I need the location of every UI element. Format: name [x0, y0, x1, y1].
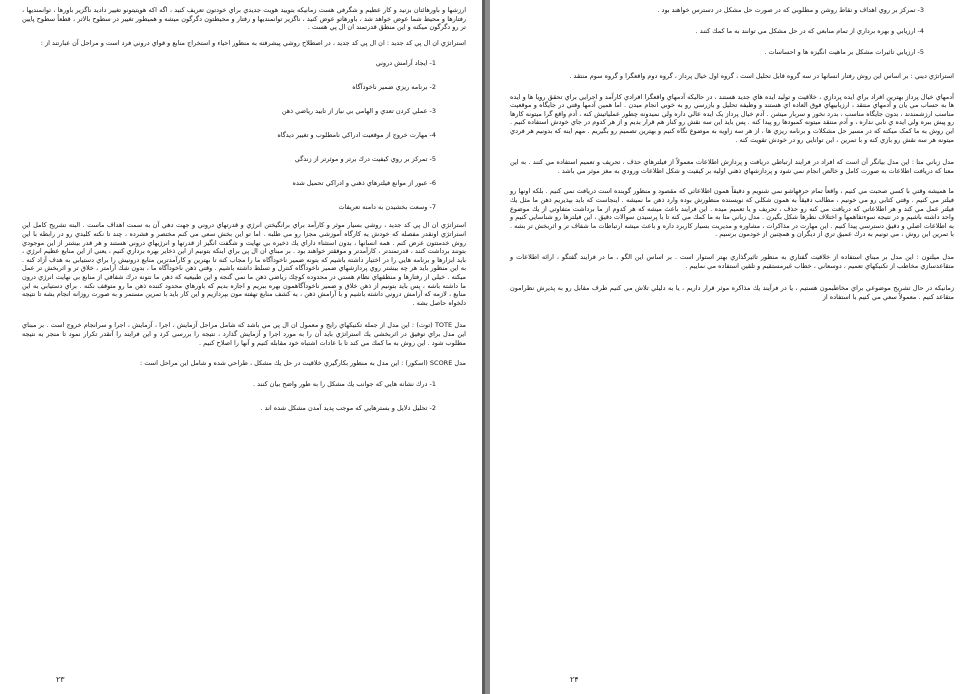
disney-body-paragraph: آدمهاي خيال پرداز بهترين افراد براي ايده پردازي ، خلاقيت و توليد ايده هاي جديد هستند ، در حاليكه آدمهاي واقعگرا افرادي كارآمد و اجرايي براي تحقق رويا ها و ايده ها به حساب مي يان و آدمهاي منتقد ، ارزيابيهاي فوق العاده اي هستند و وظيفه تحليل و بازرسي رو به خوبي انجام ميدن . اما همين آدمها وقتي در جايگاه و موقعيت مناسب ارزشمندند ، بدون جايگاه مناسب ، بدرد نخور و سربار ميشن . آدم خيال پرداز يک ايده عالي داره ولي نميدونه چطور عملياتيش کنه ، آدم واقع گرا ميتونه کارها رو پيش ببره ولي ايده ي نابي نداره ، و آدم منتقد ميتونه کمبودها رو پيدا کنه . پس بايد اين سه نقش رو کنار هم قرار بديم و از هر کدوم در جاي خودش استفاده کنيم . اين روش به ما کمک ميکنه که در مسير حل مشکلات و برنامه ريزي ها ، از هر سه زاويه به موضوع نگاه کنيم و بهترين تصميم رو بگيريم . مهم اينه که بدونيم هر فردي ميتونه هر سه نقش رو بازي کنه و با تمرين ، اين توانايي رو در خودش تقويت کنه . [510, 92, 954, 144]
list-item: 6- عبور از موانع فيلترهاي ذهني و ادراكي تحميل شده [292, 179, 436, 188]
score-list [22, 380, 466, 412]
list-item: 3- تمركز بر روي اهداف و نقاط روشن و مطلوبي كه در صورت حل مشكل در دسترس خواهند بود . [657, 6, 924, 14]
closing-paragraph: زمانيكه در حال تشريح موضوعي براي مخاطبمون هستيم ، يا در فرآيند يك مذاكره موثر قرار داريم ، يا به دليلي تلاش مي كنيم طرف مقابل رو به پذيرش نظرامون متقاعد كنيم . معمولاً سعي مي كنيم با استفاده از [510, 284, 954, 301]
list-item: 7- وسعت بخشيدن به دامنه تعريفات [338, 203, 436, 212]
gutter-shadow [482, 0, 485, 694]
disney-strategy-paragraph: استراتژي ديني : بر اساس اين روش رفتار انسانها در سه گروه قابل تحليل است ، گروه اول خيال پرداز ، گروه دوم واقعگرا و گروه سوم منتقد . [569, 72, 954, 80]
page-number-right: ۲۴ [570, 675, 579, 684]
tote-paragraph: مدل TOTE (توت) : اين مدل از جمله تكنيكهاي رايج و معمول ان ال پي مي باشد كه شامل مراحل آزمايش ، اجرا ، آزمايش ، اجرا و سرانجام خروج است . بر مبناي اين مدل براي توفيق در اثربخشي يك استراتژي بايد آن را به مورد اجرا و آزمايش گذارد ، نتيجه را بررسي كرد و اين فرايند را آنقدر تكرار نمود تا منجر به نتيجه مطلوب شود . اين روش به ما كمك مي كند تا با عادات اشتباه خود مقابله كنيم و آنها را اصلاح كنيم . [22, 321, 466, 347]
steps-list [22, 59, 466, 211]
list-item: 2- تحليل دلايل و بسترهايي كه موجب پديد آمدن مشكل شده اند . [260, 403, 436, 412]
page-gutter [482, 0, 490, 694]
page-number-left: ۲۳ [56, 675, 65, 684]
list-item: 2- برنامه ريزي ضمير ناخودآگاه [352, 83, 436, 92]
strategy-intro-paragraph: استراتژي ان ال پي كد جديد : ان ال پي كد جديد ، در اصطلاح روشي پيشرفته به منظور احياء و استخراج منابع و قواي دروني فرد است و مراحل آن عبارتند از : [40, 38, 466, 47]
strategy-body-paragraph: استراتژي ان ال پي كد جديد ، روشي بسيار موثر و كارآمد براي برانگيختن انرژي و قدرتهاي دروني و جهت دهي آن به سمت اهداف ماست . البته تشريح كامل اين استراتژي اونقدر مفصله كه خودش يه كارگاه آموزشي مجزا رو مي طلبه . اما تو اين بخش سعي مي كنم مختصر و فشرده ، چند تا نكته كليدي رو در رابطه با اين روش خدمتتون عرض كنم . همه انسانها ، بدون استثناء داراي يك ذخيره بي نهايت و شگفت انگيز از قدرتها و انرژيهاي دروني هستند و هر قدر بيشتر از اين موجودي بتونند برداشت كنند ، قدرتمندتر ، كارآمدتر و موفقتر خواهند بود . بر مبناي ان ال پي براي اينكه بتونيم از اين ذخاير بهره برداري كنيم ، يعني از اين منابع عظيم انرژي ، بايد ابزارها و برنامه هايي را در اختيار داشته باشيم كه بتونه ضمير ناخودآگاه ما را مجاب كنه تا بهترين و كارآمدترين منابع درونيش را براي دستيابي به هدف آزاد كنه . به اين منظور بايد هر چه بيشتر روي پردازشهاي ضمير ناخودآگاه كنترل و تسلط داشته باشيم . وقتي ذهن ناخودآگاه ما ، بدون شك آرامتر ، خلاق تر و اثربخش تر عمل ميكنه . خيلي از رفتارها و منطقهاي نظام هستي در محدوده كوچك رياضي ذهن ما نمي گنجه و اين طبيعيه كه ذهن ما نتونه درك شفافي از منابع بي نهايت انرژي درون ما داشته باشه ، پس بايد بتونيم از ذهن خلاق و ضمير ناخودآگاهمون بهره ببريم و اجازه بديم كه باورهاي محدود كننده ذهن ما رو متوقف نكنه . براي دستيابي به اين منابع ، لازمه كه آرامش دروني داشته باشيم و با آرامش ذهن ، به كشف منابع نهفته مون بپردازيم و اين كار بايد با تمرين مستمر و به صورت روزانه انجام بشه تا نتيجه دلخواه حاصل بشه . [22, 221, 466, 307]
intro-paragraph: ارزشها و باورهائتان بزنيد و كار عظيم و شگرفي هست زمانيكه بتوييد هويت جديدي براي خودتون تعريف كنيد ، اگه اكه هويتيتونو تغيير داديد ناگزير باورها ، توانمنديها ، رفتارها و محيط شما عوض خواهد شد ، باورهاتو عوض كنيد ، ناگزير توانمنديها و رفتار و محيطتون دگرگون ميشه و هميطور تغيير در سطوح بالاتر ، قطعاً سطوح پايين تر رو دگرگون ميكنه و اين منطق قدرتمند ان ال پي هست . [22, 6, 466, 32]
milton-model-paragraph: مدل ميلتون : اين مدل بر مبناي استفاده از خلاقيت گفتاري به منظور تاثيرگذاري بهتر استوار است . بر اساس اين الگو ، ما در فرايند گفتگو ، ارائه اطلاعات و متقاعدسازي مخاطب از تكنيكهاي تعميم ، دوسعاني ، خطاب غيرمستقيم و تلقين استفاده مي نماييم . [510, 252, 954, 270]
list-item: 4- ارزيابي و بهره برداري از تمام منابعي كه در حل مشكل مي توانند به ما كمك كنند . [695, 27, 924, 35]
list-item: 4- مهارت خروج از موقعيت ادراكي نامطلوب و تغيير ديدگاه [277, 131, 436, 140]
list-item: 5- ارزيابي تاثيرات مشكل بر ماهيت انگيزه ها و احساسات . [764, 48, 924, 56]
list-item: 3- عملي كردن تعدي و الهامي بي نياز از تاييد رياضي ذهن [281, 107, 436, 116]
meta-body-paragraph: ما هميشه وقتي با كسي صحبت مي كنيم ، واقعاً تمام حرفهاشو نمي شنويم و دقيقاً همون اطلاعاتي كه مقصود و منظور گوينده است دريافت نمي كنيم . بلكه اونها رو فيلتر مي كنيم . وقتي كتابي رو مي خونيم ، مطالب دقيقاً به همون شكلي كه نويسنده منظورش بوده وارد ذهن ما نميشه . اينجاست كه بايد بپذيريم ذهن ما مثل يك فيلتر عمل مي كند و هر اطلاعاتي كه دريافت مي كنه رو حذف ، تحريف و يا تعميم ميده . اين فرايند باعث ميشه كه هر كدوم از ما برداشت متفاوتي از يك موضوع واحد داشته باشيم و در نتيجه سوءتفاهمها و اختلاف نظرها شكل بگيرن . مدل زباني متا به ما كمك مي كنه تا با پرسيدن سوالات دقيق ، اين فيلترها رو شناسايي كنيم و به اطلاعات اصلي و دقيق دسترسي پيدا كنيم . اين مهارت در مذاكرات ، مشاوره و مديريت بسيار كاربرد داره و باعث ميشه ارتباطات ما شفاف تر و اثربخش تر بشه . با تمرين اين روش ، مي تونيم به درك عميق تري از ديگران و همچنين از خودمون برسيم . [510, 187, 954, 239]
page-left [0, 0, 482, 694]
meta-model-paragraph: مدل زباني متا : اين مدل بيانگر آن است كه افراد در فرايند ارتباطي دريافت و پردازش اطلاعات معمولاً از فيلترهاي حذف ، تحريف و تعميم استفاده مي كنند . به اين معنا كه دريافت اطلاعات به صورت كامل و خالص انجام نمي شود و پردازشهاي ذهني اوليه بر كيفيت و شكل اطلاعات ورودي به مغز موثر مي باشد . [510, 158, 954, 175]
score-paragraph: مدل SCORE (اسكور) : اين مدل به منظور بكارگيري خلاقيت در حل يك مشكل ، طراحي شده و شامل اين مراحل است : [139, 359, 466, 368]
list-item: 5- تمركز بر روي كيفيت درك برتر و موثرتر از زندگي [294, 155, 436, 164]
score-list-continued [510, 6, 954, 56]
list-item: 1- ايجاد آرامش دروني [375, 59, 436, 68]
list-item: 1- درك نشانه هايي كه جوانب يك مشكل را به طور واضح بيان كنند . [253, 379, 436, 388]
page-right [490, 0, 972, 694]
